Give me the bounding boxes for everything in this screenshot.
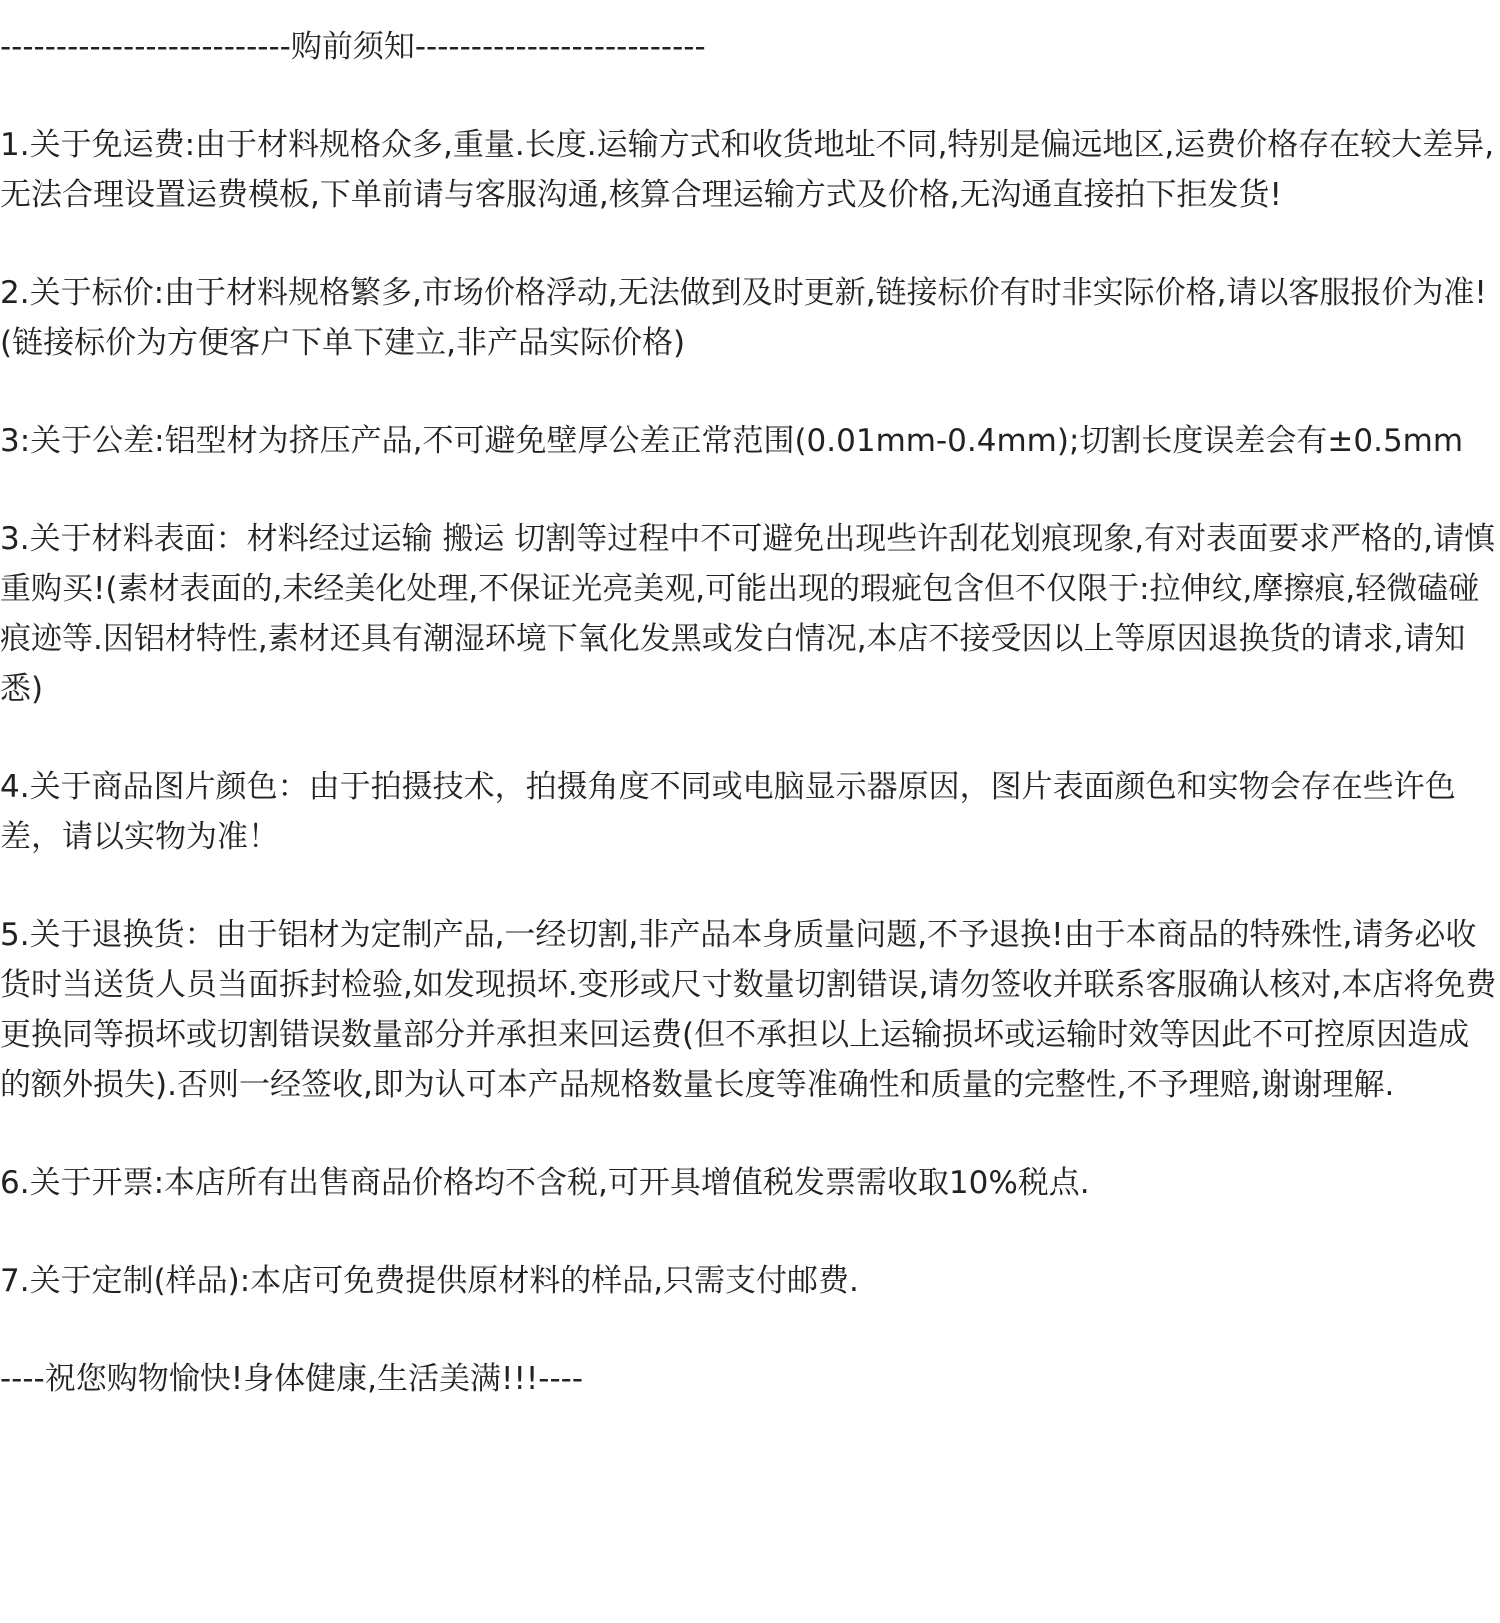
notice-item-returns: 5.关于退换货：由于铝材为定制产品,一经切割,非产品本身质量问题,不予退换!由于本商品的特殊性,请务必收货时当送货人员当面拆封检验,如发现损坏.变形或尺寸数量切割错误,请勿签收并联系客服确认核对,本店将免费更换同等损坏或切割错误数量部分并承担来回运费(但不承担以上运输损坏或运输时效等因此不可控原因造成的额外损失).否则一经签收,即为认可本产品规格数量长度等准确性和质量的完整性,不予理赔,谢谢理解. <box>0 917 1497 1103</box>
notice-item-samples: 7.关于定制(样品):本店可免费提供原材料的样品,只需支付邮费. <box>0 1263 859 1299</box>
notice-item-invoice: 6.关于开票:本店所有出售商品价格均不含税,可开具增值税发票需收取10%税点. <box>0 1165 1090 1201</box>
notice-item-shipping: 1.关于免运费:由于材料规格众多,重量.长度.运输方式和收货地址不同,特别是偏远地区,运费价格存在较大差异,无法合理设置运费模板,下单前请与客服沟通,核算合理运输方式及价格,无沟通直接拍下拒发货! <box>0 127 1495 213</box>
notice-item-surface: 3.关于材料表面：材料经过运输 搬运 切割等过程中不可避免出现些许刮花划痕现象,有对表面要求严格的,请慎重购买!(素材表面的,未经美化处理,不保证光亮美观,可能出现的瑕疵包含但不仅限于:拉伸纹,摩擦痕,轻微磕碰痕迹等.因铝材特性,素材还具有潮湿环境下氧化发黑或发白情况,本店不接受因以上等原因退换货的请求,请知悉) <box>0 521 1495 707</box>
notice-header: --------------------------购前须知-------------------------- <box>0 29 706 65</box>
notice-item-pricing: 2.关于标价:由于材料规格繁多,市场价格浮动,无法做到及时更新,链接标价有时非实际价格,请以客服报价为准!(链接标价为方便客户下单下建立,非产品实际价格) <box>0 275 1487 361</box>
notice-item-tolerance: 3:关于公差:铝型材为挤压产品,不可避免壁厚公差正常范围(0.01mm-0.4mm);切割长度误差会有±0.5mm <box>0 423 1464 459</box>
notice-footer: ----祝您购物愉快!身体健康,生活美满!!!---- <box>0 1361 584 1397</box>
notice-item-color: 4.关于商品图片颜色：由于拍摄技术，拍摄角度不同或电脑显示器原因，图片表面颜色和实物会存在些许色差，请以实物为准！ <box>0 769 1456 855</box>
